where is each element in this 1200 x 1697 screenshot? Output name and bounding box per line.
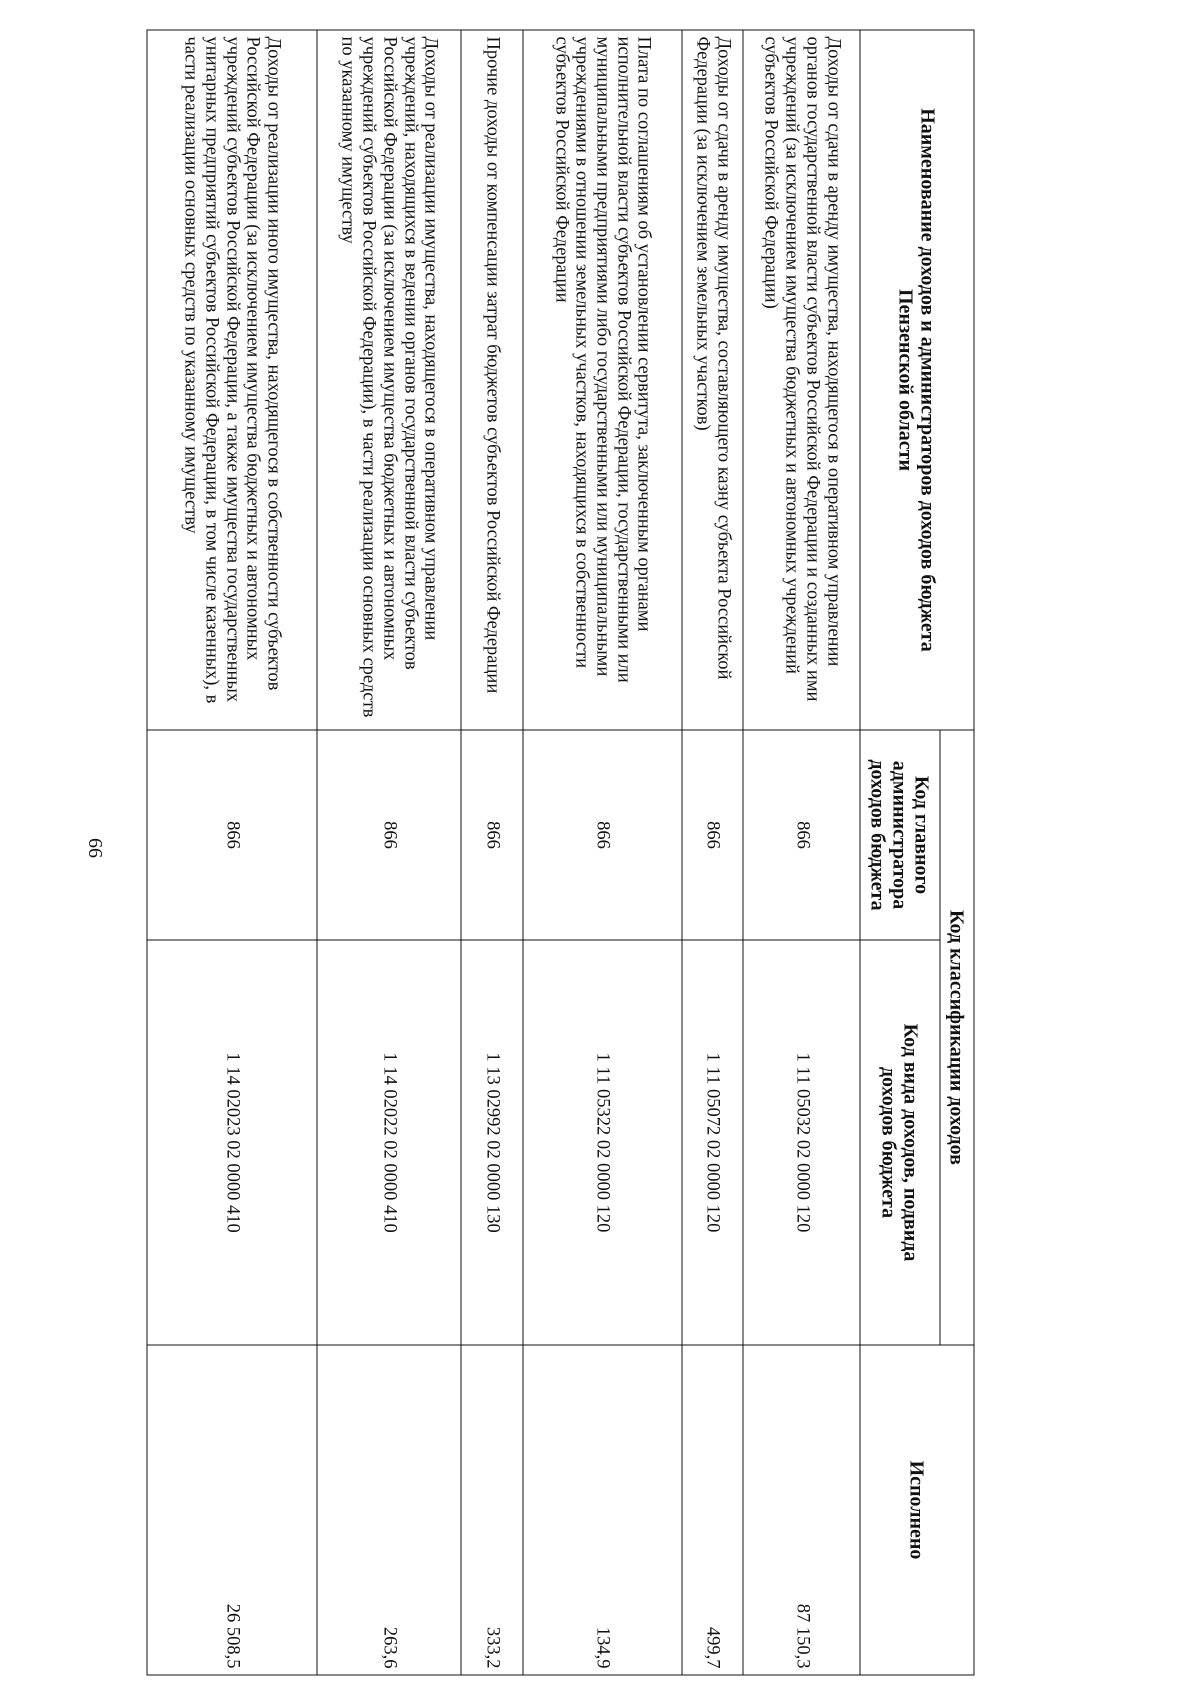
row-executed: 134,9 bbox=[522, 1345, 681, 1675]
row-name: Доходы от реализации имущества, находящегося в оперативном управлении учреждений, находящихся в ведении органов государственной власти субъектов Российской Федерации (за исключением имущества бюджетных и автономных учреждений субъектов Российской Федерации), в части реализации основных средств по указанному имуществу bbox=[316, 30, 460, 730]
row-name: Плата по соглашениям об установлении сервитута, заключенным органами исполнительной власти субъектов Российской Федерации, государственными или муниципальными предприятиями либо государственными или муниципальными учреждениями в отношении земельных участков, находящихся в собственности субъектов Российской Федерации bbox=[522, 30, 681, 730]
row-admin-code: 866 bbox=[147, 730, 317, 940]
row-income-code: 1 14 02022 02 0000 410 bbox=[316, 940, 460, 1345]
row-admin-code: 866 bbox=[461, 730, 523, 940]
row-income-code: 1 14 02023 02 0000 410 bbox=[147, 940, 317, 1345]
revenue-table bbox=[146, 30, 974, 1676]
table-row bbox=[147, 30, 317, 1675]
header-income-code: Код вида доходов, подвида доходов бюджета bbox=[860, 940, 940, 1345]
row-income-code: 1 11 05032 02 0000 120 bbox=[743, 940, 860, 1345]
row-admin-code: 866 bbox=[681, 730, 743, 940]
table-row bbox=[522, 30, 681, 1675]
table-row bbox=[316, 30, 460, 1675]
rotated-page-content bbox=[146, 30, 974, 1675]
row-admin-code: 866 bbox=[743, 730, 860, 940]
row-executed: 333,2 bbox=[461, 1345, 523, 1675]
header-admin-code: Код главного администратора доходов бюджета bbox=[860, 730, 940, 940]
row-name: Прочие доходы от компенсации затрат бюджетов субъектов Российской Федерации bbox=[461, 30, 523, 730]
row-income-code: 1 13 02992 02 0000 130 bbox=[461, 940, 523, 1345]
row-name: Доходы от сдачи в аренду имущества, составляющего казну субъекта Российской Федерации (за исключением земельных участков) bbox=[681, 30, 743, 730]
row-name: Доходы от сдачи в аренду имущества, находящегося в оперативном управлении органов государственной власти субъектов Российской Федерации и созданных ими учреждений (за исключением имущества бюджетных и автономных учреждений субъектов Российской Федерации) bbox=[743, 30, 860, 730]
row-income-code: 1 11 05072 02 0000 120 bbox=[681, 940, 743, 1345]
table-row bbox=[461, 30, 523, 1675]
header-name: Наименование доходов и администраторов доходов бюджета Пензенской области bbox=[860, 30, 974, 730]
row-income-code: 1 11 05322 02 0000 120 bbox=[522, 940, 681, 1345]
row-executed: 26 508,5 bbox=[147, 1345, 317, 1675]
page-number: 66 bbox=[84, 838, 106, 858]
header-classification-group: Код классификации доходов bbox=[940, 730, 974, 1345]
row-executed: 263,6 bbox=[316, 1345, 460, 1675]
row-name: Доходы от реализации иного имущества, находящегося в собственности субъектов Российской Федерации (за исключением имущества бюджетных и автономных учреждений субъектов Российской Федерации, а также имущества государственных унитарных предприятий субъектов Российской Федерации, в том числе казенных), в части реализации основных средств по указанному имуществу bbox=[147, 30, 317, 730]
table-body bbox=[147, 30, 860, 1675]
table-row bbox=[743, 30, 860, 1675]
row-executed: 499,7 bbox=[681, 1345, 743, 1675]
row-admin-code: 866 bbox=[316, 730, 460, 940]
row-admin-code: 866 bbox=[522, 730, 681, 940]
header-executed: Исполнено bbox=[860, 1345, 974, 1675]
row-executed: 87 150,3 bbox=[743, 1345, 860, 1675]
table-row bbox=[681, 30, 743, 1675]
